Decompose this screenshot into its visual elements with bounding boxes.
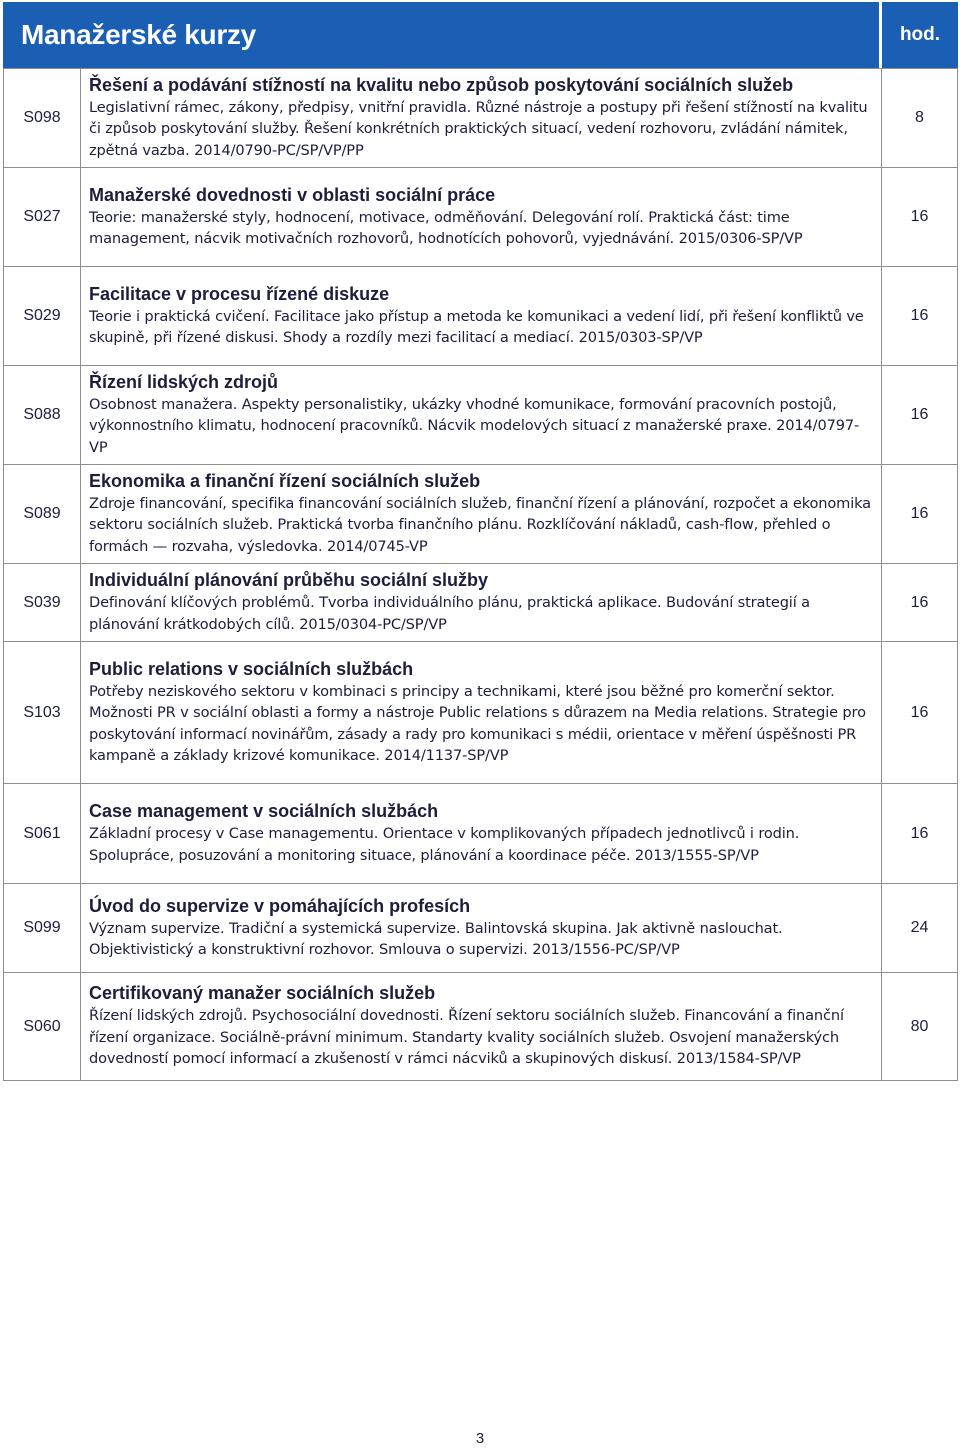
course-description: Potřeby neziskového sektoru v kombinaci s principy a technikami, které jsou běžné pro komerční sektor. Možnosti PR v sociální oblasti a formy a nástroje Public relations s důrazem na Media relations. Strategie pro poskytování informací novinářům, zásady a rady pro komunikaci s médii, orientace v měření úspěšnosti PR kampaně a základy krizové komunikace. — [89, 682, 866, 764]
course-description-block — [89, 918, 873, 961]
course-row — [4, 564, 958, 642]
course-code: S039 — [4, 564, 81, 642]
course-description-block — [89, 207, 873, 250]
course-title: Public relations v sociálních službách — [89, 658, 414, 679]
accreditation-number: 2013/1555-SP/VP — [634, 846, 759, 864]
course-code: S029 — [4, 267, 81, 366]
course-hours: 16 — [882, 784, 958, 884]
course-hours: 24 — [882, 884, 958, 973]
course-hours: 16 — [882, 564, 958, 642]
course-details — [81, 69, 882, 168]
accreditation-number: 2015/0303-SP/VP — [578, 329, 703, 346]
accreditation-number: 2014/0790-PC/SP/VP/PP — [194, 141, 364, 159]
course-description: Zdroje financování, specifika financování sociálních služeb, finanční řízení a plánování, rozpočet a ekonomika sektoru sociálních služeb. Praktická tvorba finančního plánu. Rozklíčování nákladů, cash-flow, přehled o formách — rozvaha, výsledovka. — [89, 494, 871, 555]
accreditation-number: 2015/0306-SP/VP — [678, 230, 803, 247]
course-details — [81, 884, 882, 973]
course-row — [4, 267, 958, 366]
course-details — [81, 642, 882, 784]
course-row — [4, 884, 958, 973]
accreditation-number: 2013/1584-SP/VP — [676, 1050, 801, 1068]
course-description-block — [89, 306, 873, 349]
course-row — [4, 973, 958, 1081]
course-title: Ekonomika a finanční řízení sociálních služeb — [89, 470, 481, 491]
course-hours: 8 — [882, 69, 958, 168]
course-description: Definování klíčových problémů. Tvorba individuálního plánu, praktická aplikace. Budování strategií a plánování krátkodobých cílů. — [89, 594, 810, 633]
course-description: Legislativní rámec, zákony, předpisy, vnitřní pravidla. Různé nástroje a postupy při řešení stížností na kvalitu či způsob poskytování služby. Řešení konkrétních praktických situací, vedení rozhovoru, zvládání námitek, zpětná vazba. — [89, 98, 868, 159]
course-hours: 80 — [882, 973, 958, 1081]
course-row — [4, 168, 958, 267]
course-code: S098 — [4, 69, 81, 168]
course-row — [4, 366, 958, 465]
course-code: S099 — [4, 884, 81, 973]
course-description: Základní procesy v Case managementu. Orientace v komplikovaných případech jednotlivců i rodin. Spolupráce, posuzování a monitoring situace, plánování a koordinace péče. — [89, 825, 800, 864]
course-hours: 16 — [882, 642, 958, 784]
page-number: 3 — [475, 1430, 485, 1447]
course-description-block — [89, 493, 873, 558]
course-title: Individuální plánování průběhu sociální služby — [89, 570, 489, 590]
course-title: Úvod do supervize v pomáhajících profesích — [89, 895, 471, 916]
course-catalog-page — [3, 2, 958, 1081]
course-code: S103 — [4, 642, 81, 784]
course-hours: 16 — [882, 366, 958, 465]
course-description: Význam supervize. Tradiční a systemická supervize. Balintovská skupina. Jak aktivně naslouchat. Objektivistický a konstruktivní rozhovor. Smlouva o supervizi. — [89, 919, 783, 958]
course-details — [81, 168, 882, 267]
accreditation-number: 2014/0745-VP — [326, 537, 428, 555]
course-title: Certifikovaný manažer sociálních služeb — [89, 983, 436, 1004]
course-description-block — [89, 1005, 873, 1070]
table-header — [3, 2, 958, 68]
course-description: Teorie: manažerské styly, hodnocení, motivace, odměňování. Delegování rolí. Praktická část: time management, nácvik motivačních rozhovorů, hodnotících pohovorů, vyjednávání. — [89, 208, 790, 247]
course-row — [4, 465, 958, 564]
course-hours: 16 — [882, 267, 958, 366]
accreditation-number: 2014/1137-SP/VP — [384, 747, 509, 764]
accreditation-number: 2015/0304-PC/SP/VP — [299, 615, 447, 633]
section-title: Manažerské kurzy — [3, 2, 879, 68]
accreditation-number: 2013/1556-PC/SP/VP — [532, 941, 680, 958]
hours-column-header: hod. — [882, 2, 958, 68]
course-title: Manažerské dovednosti v oblasti sociální práce — [89, 184, 496, 205]
course-row — [4, 784, 958, 884]
course-row — [4, 642, 958, 784]
course-title: Case management v sociálních službách — [89, 801, 439, 821]
course-hours: 16 — [882, 168, 958, 267]
course-row — [4, 69, 958, 168]
course-details — [81, 564, 882, 642]
course-title: Řízení lidských zdrojů — [89, 371, 279, 392]
course-details — [81, 366, 882, 465]
course-hours: 16 — [882, 465, 958, 564]
course-description-block — [89, 97, 873, 162]
course-code: S060 — [4, 973, 81, 1081]
course-description-block — [89, 592, 873, 635]
accreditation-number: 2014/0797-VP — [89, 417, 860, 456]
course-details — [81, 267, 882, 366]
course-code: S089 — [4, 465, 81, 564]
course-description: Teorie i praktická cvičení. Facilitace jako přístup a metoda ke komunikaci a vedení lidí, při řešení konfliktů ve skupině, při řízené diskusi. Shody a rozdíly mezi facilitací a mediací. — [89, 307, 864, 346]
course-title: Řešení a podávání stížností na kvalitu nebo způsob poskytování sociálních služeb — [89, 74, 794, 95]
course-code: S088 — [4, 366, 81, 465]
course-title: Facilitace v procesu řízené diskuze — [89, 283, 390, 304]
course-description: Řízení lidských zdrojů. Psychosociální dovednosti. Řízení sektoru sociálních služeb. Financování a finanční řízení organizace. Sociálně-právní minimum. Standarty kvality sociálních služeb. Osvojení manažerských dovedností pomocí informací a zkušeností v rámci nácviků a skupinových diskusí. — [89, 1007, 844, 1068]
course-details — [81, 973, 882, 1081]
course-table — [3, 68, 958, 1081]
course-description: Osobnost manažera. Aspekty personalistiky, ukázky vhodné komunikace, formování pracovních postojů, výkonnostního klimatu, hodnocení pracovníků. Nácvik modelových situací z manažerské praxe. — [89, 395, 837, 435]
course-description-block — [89, 823, 873, 866]
course-description-block — [89, 681, 873, 767]
course-code: S061 — [4, 784, 81, 884]
course-details — [81, 465, 882, 564]
course-code: S027 — [4, 168, 81, 267]
course-details — [81, 784, 882, 884]
course-description-block — [89, 394, 873, 459]
